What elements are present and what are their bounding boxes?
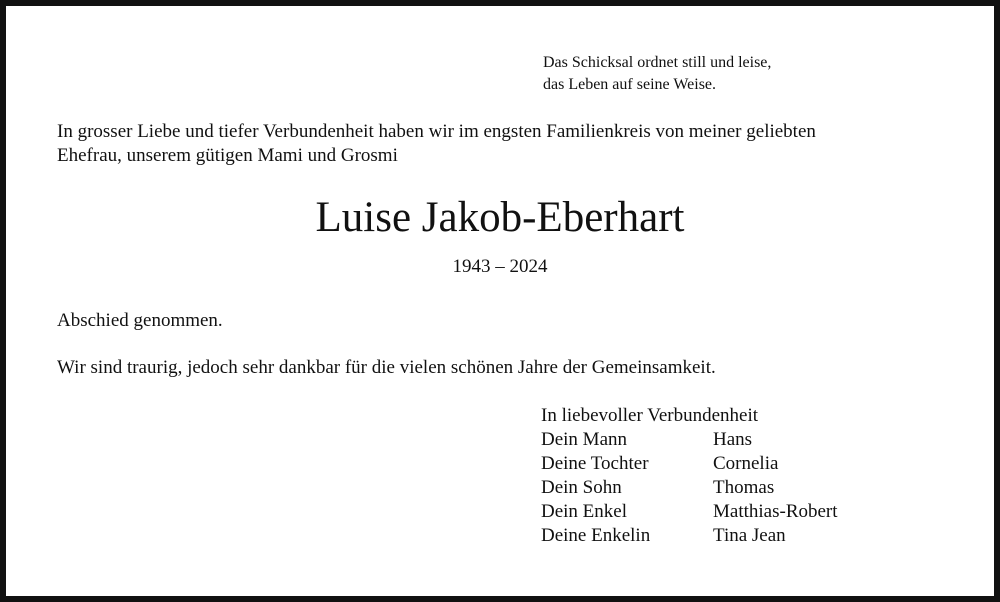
relative-role: Dein Enkel (541, 501, 628, 522)
relatives-list (541, 428, 838, 548)
poem-line: das Leben auf seine Weise. (543, 76, 717, 93)
relative-role: Deine Enkelin (541, 525, 651, 546)
relative-name: Matthias-Robert (713, 501, 838, 522)
relative-role: Dein Mann (541, 429, 628, 450)
relative-row (541, 524, 838, 548)
signoff (541, 404, 838, 548)
intro-text (57, 120, 957, 168)
relative-name: Cornelia (713, 453, 779, 474)
relative-row (541, 476, 838, 500)
poem (543, 52, 771, 96)
relative-name: Hans (713, 429, 753, 450)
life-dates: 1943 – 2024 (452, 256, 548, 277)
relative-row (541, 428, 838, 452)
deceased-name: Luise Jakob-Eberhart (315, 194, 685, 241)
intro-line: In grosser Liebe und tiefer Verbundenheit haben wir im engsten Familienkreis von meiner geliebten (57, 121, 816, 142)
intro-line: Ehefrau, unserem gütigen Mami und Grosmi (57, 145, 398, 166)
relative-role: Dein Sohn (541, 477, 622, 498)
relative-name: Thomas (713, 477, 775, 498)
farewell-text: Abschied genommen. (57, 310, 223, 331)
signoff-heading: In liebevoller Verbundenheit (541, 405, 759, 426)
relative-role: Deine Tochter (541, 453, 649, 474)
relative-name: Tina Jean (713, 525, 786, 546)
relative-row (541, 452, 838, 476)
relative-row (541, 500, 838, 524)
poem-line: Das Schicksal ordnet still und leise, (543, 54, 772, 71)
gratitude-text: Wir sind traurig, jedoch sehr dankbar für die vielen schönen Jahre der Gemeinsamkeit. (57, 357, 716, 378)
